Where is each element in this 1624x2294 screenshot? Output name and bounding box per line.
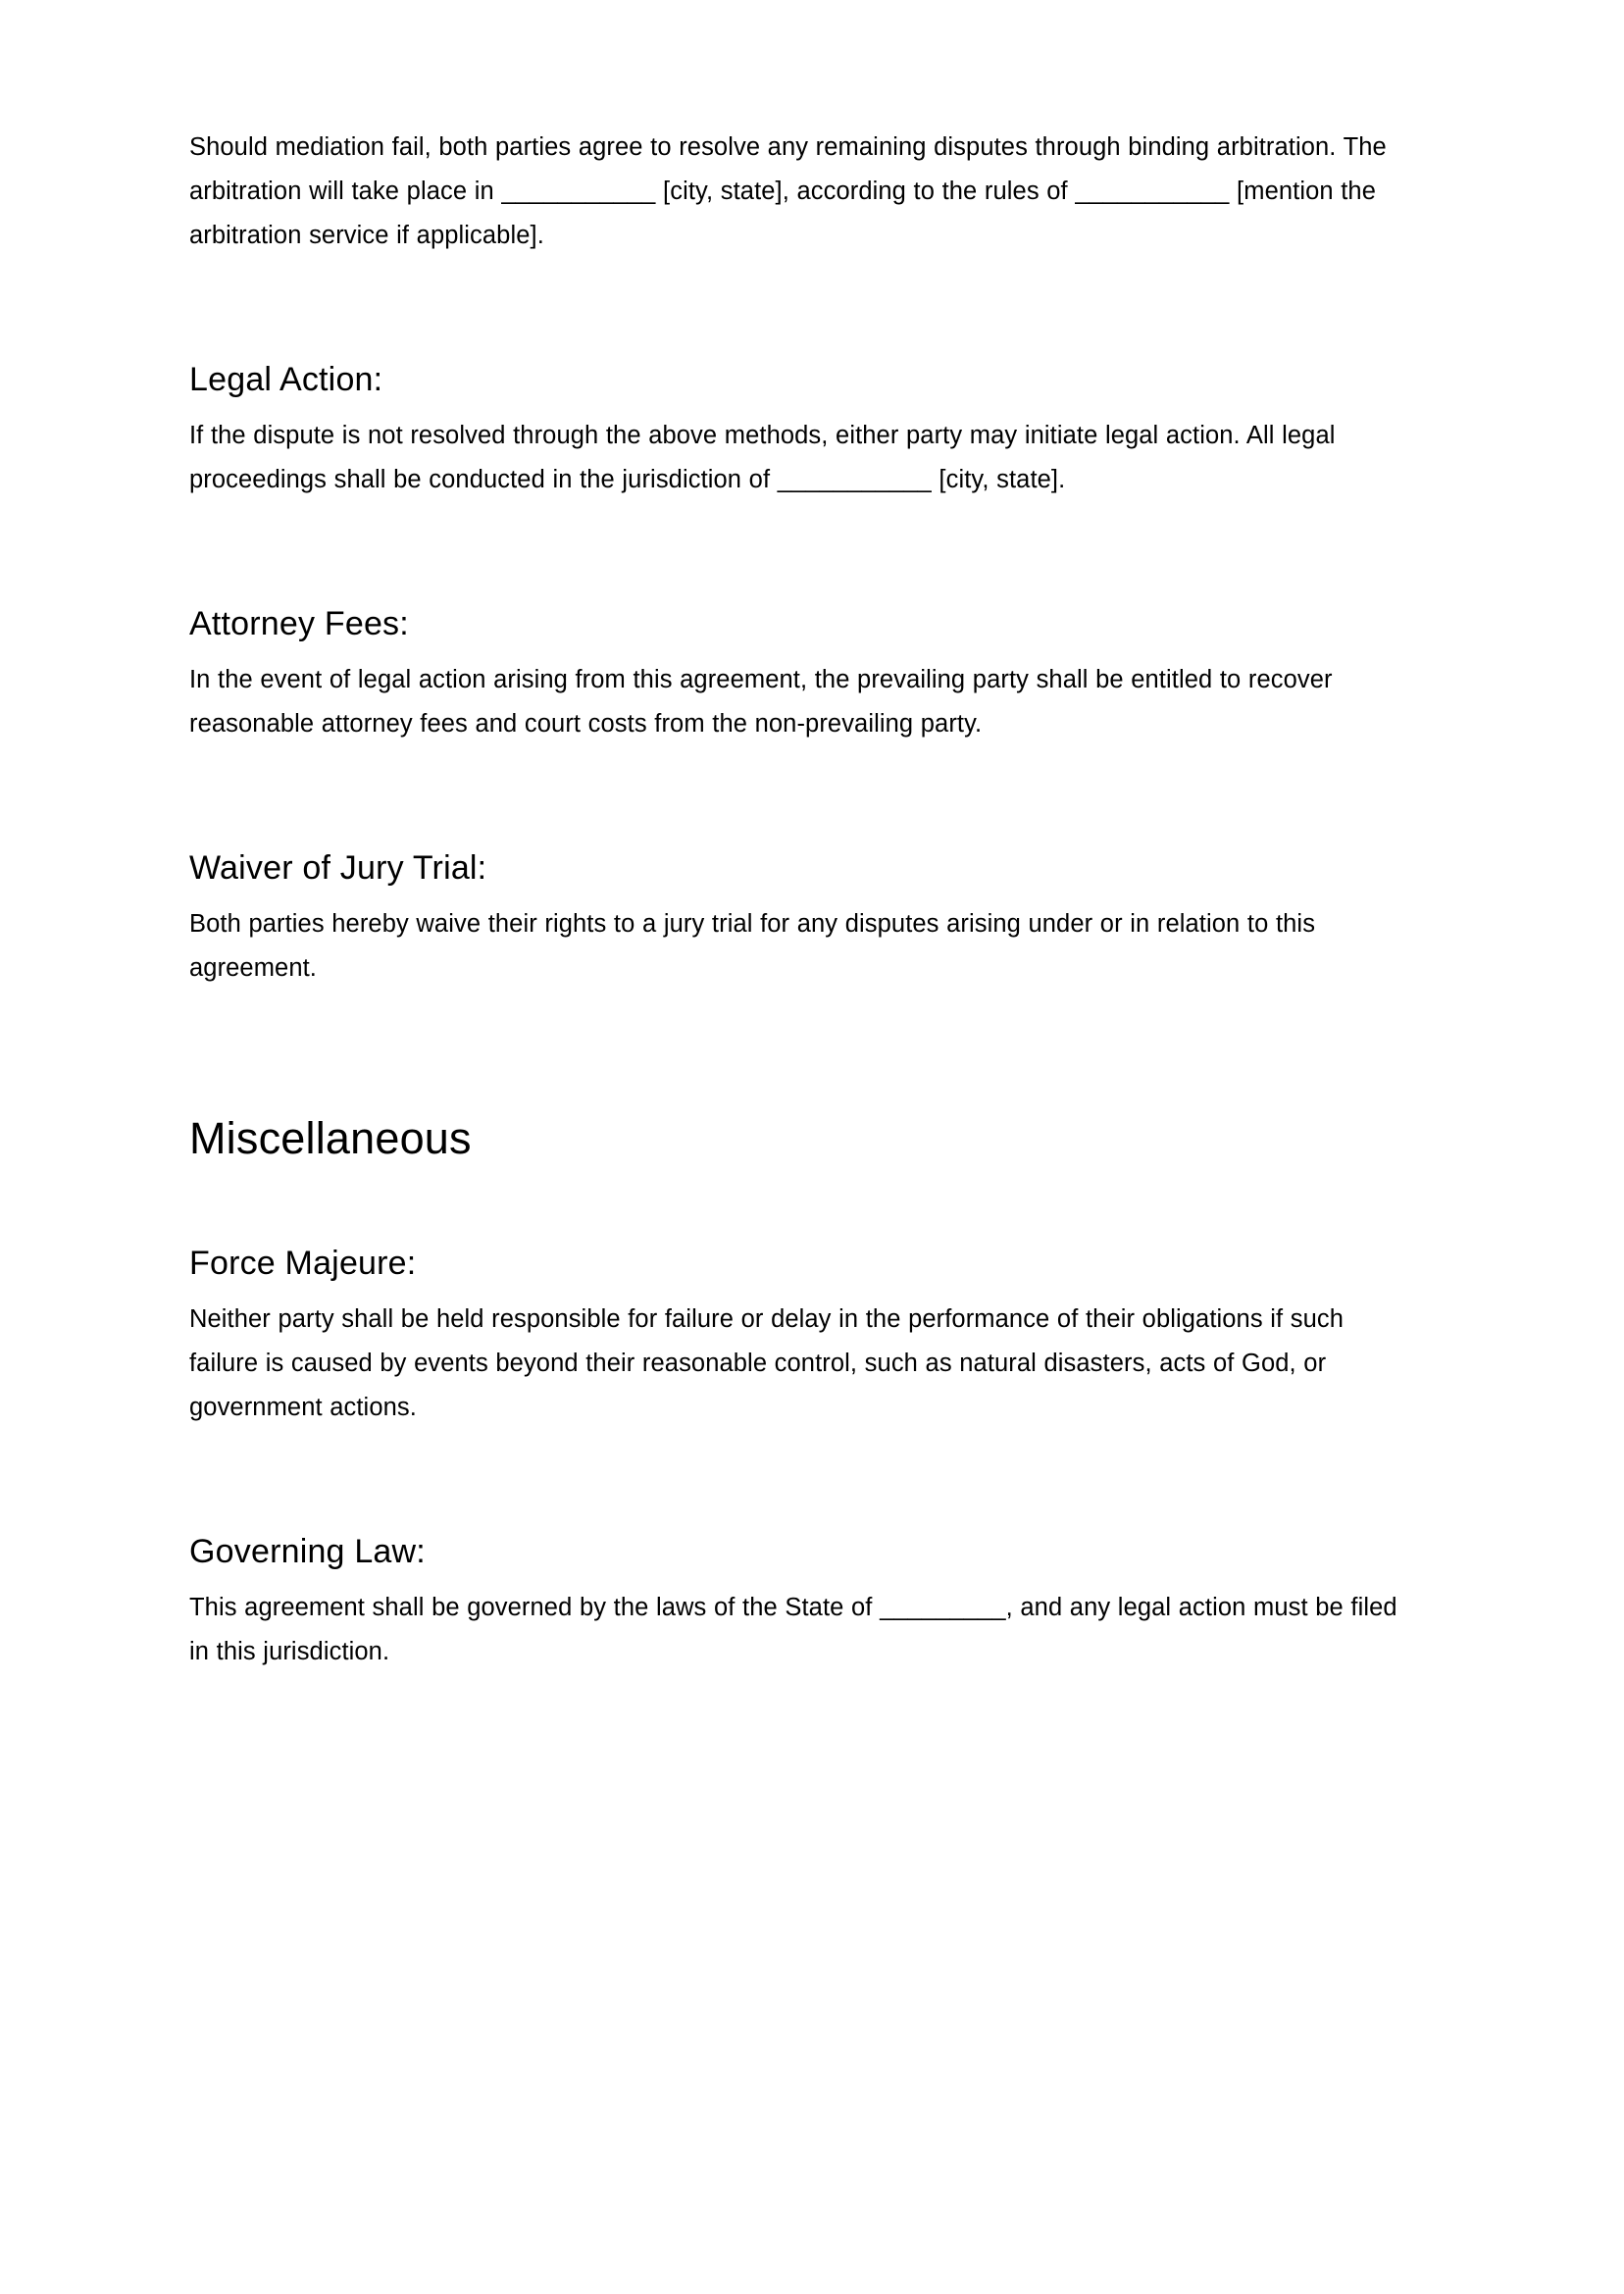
heading-legal-action: Legal Action: (189, 361, 383, 398)
paragraph-legal-action (189, 414, 1405, 502)
document-content (189, 126, 1405, 1674)
paragraph-arbitration-text-2: [city, state], according to the rules of (655, 178, 1076, 205)
paragraph-legal-action-text-1: If the dispute is not resolved through the above methods, either party may initiate legal action. All legal proceedings shall be conducted in the jurisdiction of (189, 422, 1336, 493)
spacer (189, 645, 1405, 658)
paragraph-waiver-of-jury-trial-text-1: Both parties hereby waive their rights to a jury trial for any disputes arising under or in relation to this agreement. (189, 910, 1316, 982)
heading-attorney-fees: Attorney Fees: (189, 605, 409, 642)
paragraph-attorney-fees-text-1: In the event of legal action arising from this agreement, the prevailing party shall be entitled to recover reasonable attorney fees and court costs from the non-prevailing party. (189, 666, 1333, 738)
spacer (189, 1285, 1405, 1298)
spacer (189, 1573, 1405, 1586)
spacer (189, 1430, 1405, 1530)
spacer (189, 258, 1405, 358)
paragraph-governing-law (189, 1586, 1405, 1674)
spacer (189, 401, 1405, 414)
paragraph-waiver-of-jury-trial (189, 902, 1405, 991)
paragraph-attorney-fees (189, 658, 1405, 746)
paragraph-force-majeure (189, 1298, 1405, 1430)
heading-force-majeure: Force Majeure: (189, 1245, 417, 1282)
paragraph-governing-law-text-2: , and any legal action must be filed in this jurisdiction. (189, 1594, 1397, 1665)
spacer (189, 890, 1405, 902)
paragraph-arbitration (189, 126, 1405, 258)
spacer (189, 746, 1405, 846)
fill-in-blank-arbitration-rules[interactable]: ___________ (1075, 178, 1230, 205)
heading-governing-law: Governing Law: (189, 1533, 426, 1570)
heading-waiver-of-jury-trial: Waiver of Jury Trial: (189, 849, 487, 887)
paragraph-governing-law-text-1: This agreement shall be governed by the laws of the State of (189, 1594, 881, 1621)
spacer (189, 991, 1405, 1110)
spacer (189, 1167, 1405, 1242)
paragraph-legal-action-text-2: [city, state]. (931, 466, 1066, 493)
heading-miscellaneous: Miscellaneous (189, 1113, 472, 1163)
fill-in-blank-governing-law-state[interactable]: _________ (880, 1594, 1006, 1621)
paragraph-force-majeure-text-1: Neither party shall be held responsible for failure or delay in the performance of their obligations if such failure is caused by events beyond their reasonable control, such as natural disasters, acts of God, or government actions. (189, 1305, 1345, 1421)
paragraph-arbitration-text-3: [mention the arbitration service if applicable]. (189, 178, 1376, 249)
fill-in-blank-legal-action-jurisdiction[interactable]: ___________ (777, 466, 932, 493)
spacer (189, 502, 1405, 602)
paragraph-arbitration-text-1: Should mediation fail, both parties agree to resolve any remaining disputes through binding arbitration. The arbitration will take place in (189, 133, 1387, 205)
fill-in-blank-arbitration-location[interactable]: ___________ (501, 178, 656, 205)
